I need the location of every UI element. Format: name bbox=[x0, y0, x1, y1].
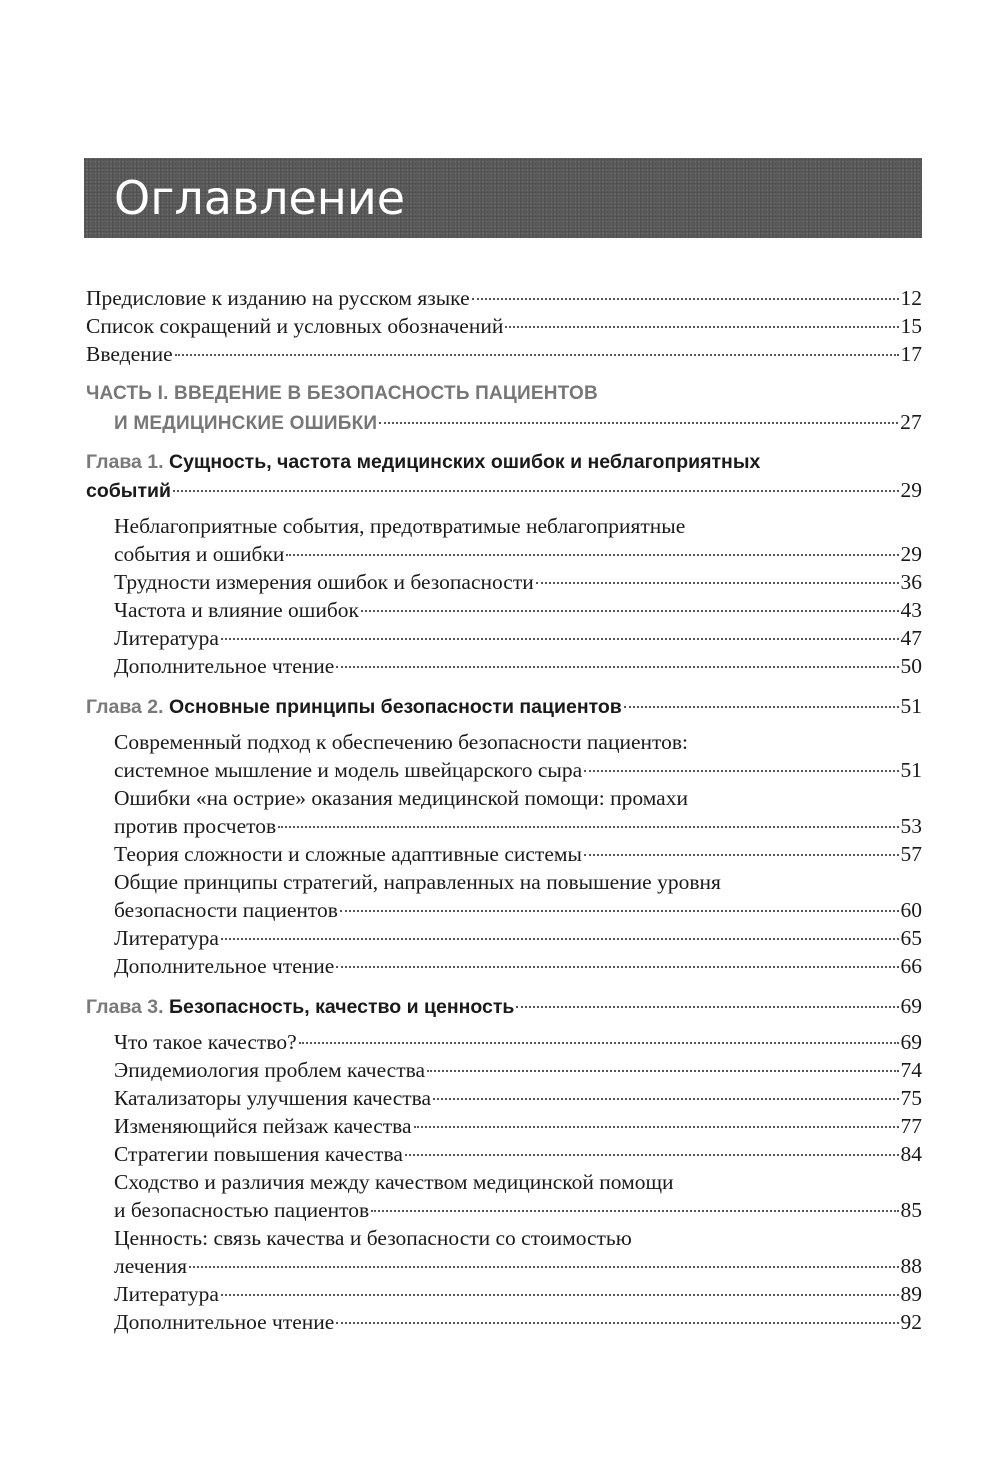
toc-section[interactable] bbox=[86, 1308, 922, 1336]
section-title: Ошибки «на острие» оказания медицинской помощи: промахи bbox=[114, 786, 688, 810]
toc-section[interactable] bbox=[86, 568, 922, 596]
dot-leader bbox=[299, 1042, 899, 1044]
dot-leader bbox=[427, 1070, 898, 1072]
toc-section[interactable] bbox=[86, 1224, 922, 1280]
table-of-contents bbox=[86, 284, 922, 1336]
section-title: Дополнительное чтение bbox=[114, 1310, 335, 1334]
dot-leader bbox=[336, 666, 898, 668]
chapter-heading[interactable] bbox=[86, 692, 922, 720]
chapter-page: 69 bbox=[900, 994, 922, 1018]
section-title: Литература bbox=[114, 1282, 219, 1306]
toc-section[interactable] bbox=[86, 1280, 922, 1308]
dot-leader bbox=[340, 910, 899, 912]
toc-section[interactable] bbox=[86, 1028, 922, 1056]
part-heading[interactable] bbox=[86, 380, 922, 436]
toc-section[interactable] bbox=[86, 624, 922, 652]
section-title: Дополнительное чтение bbox=[114, 954, 335, 978]
chapter-heading[interactable] bbox=[86, 992, 922, 1020]
toc-section[interactable] bbox=[86, 728, 922, 784]
toc-section[interactable] bbox=[86, 924, 922, 952]
section-page: 77 bbox=[900, 1114, 922, 1138]
section-title: Эпидемиология проблем качества bbox=[114, 1058, 426, 1082]
title-banner bbox=[84, 158, 922, 238]
dot-leader bbox=[584, 854, 899, 856]
section-title-cont: безопасности пациентов bbox=[114, 898, 338, 922]
toc-section[interactable] bbox=[86, 1112, 922, 1140]
toc-entry-title: Список сокращений и условных обозначений bbox=[86, 314, 504, 338]
section-page: 89 bbox=[900, 1282, 922, 1306]
section-page: 36 bbox=[900, 570, 922, 594]
toc-section[interactable] bbox=[86, 1168, 922, 1224]
section-title: Катализаторы улучшения качества bbox=[114, 1086, 432, 1110]
front-matter-list bbox=[86, 284, 922, 368]
dot-leader bbox=[221, 938, 899, 940]
chapter-title: Сущность, частота медицинских ошибок и неблагоприятных bbox=[169, 451, 761, 473]
toc-entry-title: Предисловие к изданию на русском языке bbox=[86, 286, 470, 310]
dot-leader bbox=[278, 826, 898, 828]
section-page: 74 bbox=[900, 1058, 922, 1082]
section-page: 69 bbox=[900, 1030, 922, 1054]
toc-entry[interactable] bbox=[86, 340, 922, 368]
part-page: 27 bbox=[900, 410, 922, 434]
dot-leader bbox=[175, 354, 899, 356]
section-page: 88 bbox=[900, 1254, 922, 1278]
section-page: 84 bbox=[900, 1142, 922, 1166]
section-title-cont: против просчетов bbox=[114, 814, 277, 838]
toc-section[interactable] bbox=[86, 1084, 922, 1112]
dot-leader bbox=[414, 1126, 899, 1128]
section-page: 51 bbox=[900, 758, 922, 782]
section-title-cont: лечения bbox=[114, 1254, 187, 1278]
chapters-list bbox=[86, 436, 922, 1336]
section-page: 75 bbox=[900, 1086, 922, 1110]
section-page: 66 bbox=[900, 954, 922, 978]
section-page: 43 bbox=[900, 598, 922, 622]
section-page: 29 bbox=[900, 542, 922, 566]
dot-leader bbox=[433, 1098, 898, 1100]
dot-leader bbox=[536, 582, 899, 584]
chapter-label: Глава 1. bbox=[86, 451, 164, 473]
dot-leader bbox=[189, 1266, 899, 1268]
toc-section[interactable] bbox=[86, 596, 922, 624]
chapter-title: Основные принципы безопасности пациентов bbox=[169, 696, 622, 718]
dot-leader bbox=[505, 326, 898, 328]
dot-leader bbox=[221, 1294, 899, 1296]
chapter-label: Глава 3. bbox=[86, 996, 164, 1018]
section-page: 53 bbox=[900, 814, 922, 838]
section-page: 92 bbox=[900, 1310, 922, 1334]
section-title: Трудности измерения ошибок и безопасности bbox=[114, 570, 534, 594]
chapter-label: Глава 2. bbox=[86, 696, 164, 718]
chapter-page: 29 bbox=[900, 478, 922, 502]
section-title: Что такое качество? bbox=[114, 1030, 297, 1054]
section-title: Литература bbox=[114, 926, 219, 950]
dot-leader bbox=[516, 1006, 898, 1008]
toc-section[interactable] bbox=[86, 868, 922, 924]
toc-entry-page: 17 bbox=[900, 342, 922, 366]
chapter-title: Безопасность, качество и ценность bbox=[169, 996, 515, 1018]
dot-leader bbox=[286, 554, 898, 556]
section-title: Литература bbox=[114, 626, 219, 650]
page-title: Оглавление bbox=[114, 171, 406, 225]
dot-leader bbox=[221, 638, 899, 640]
section-title: Стратегии повышения качества bbox=[114, 1142, 403, 1166]
section-title-cont: события и ошибки bbox=[114, 542, 285, 566]
section-title: Сходство и различия между качеством медицинской помощи bbox=[114, 1170, 674, 1194]
section-title: Частота и влияние ошибок bbox=[114, 598, 359, 622]
section-title: Общие принципы стратегий, направленных на повышение уровня bbox=[114, 870, 721, 894]
toc-section[interactable] bbox=[86, 1140, 922, 1168]
dot-leader bbox=[371, 1210, 898, 1212]
toc-section[interactable] bbox=[86, 952, 922, 980]
section-title: Дополнительное чтение bbox=[114, 654, 335, 678]
section-title: Современный подход к обеспечению безопасности пациентов: bbox=[114, 730, 689, 754]
section-page: 47 bbox=[900, 626, 922, 650]
section-title-cont: системное мышление и модель швейцарского сыра bbox=[114, 758, 583, 782]
part-title-line2: И МЕДИЦИНСКИЕ ОШИБКИ bbox=[114, 413, 378, 434]
dot-leader bbox=[624, 706, 899, 708]
toc-section[interactable] bbox=[86, 784, 922, 840]
toc-section[interactable] bbox=[86, 652, 922, 680]
dot-leader bbox=[584, 770, 898, 772]
toc-entry-title: Введение bbox=[86, 342, 173, 366]
toc-entry[interactable] bbox=[86, 312, 922, 340]
toc-section[interactable] bbox=[86, 512, 922, 568]
dot-leader bbox=[379, 422, 898, 424]
section-page: 50 bbox=[900, 654, 922, 678]
toc-section[interactable] bbox=[86, 840, 922, 868]
dot-leader bbox=[472, 298, 899, 300]
section-title: Ценность: связь качества и безопасности со стоимостью bbox=[114, 1226, 632, 1250]
dot-leader bbox=[405, 1154, 899, 1156]
toc-entry[interactable] bbox=[86, 284, 922, 312]
section-title: Неблагоприятные события, предотвратимые неблагоприятные bbox=[114, 514, 686, 538]
chapter-title-cont: событий bbox=[86, 480, 171, 502]
chapter-heading[interactable] bbox=[86, 448, 922, 504]
section-page: 85 bbox=[900, 1198, 922, 1222]
dot-leader bbox=[361, 610, 899, 612]
toc-entry-page: 15 bbox=[900, 314, 922, 338]
dot-leader bbox=[173, 490, 899, 492]
dot-leader bbox=[336, 966, 898, 968]
chapter-page: 51 bbox=[900, 694, 922, 718]
toc-section[interactable] bbox=[86, 1056, 922, 1084]
section-title-cont: и безопасностью пациентов bbox=[114, 1198, 370, 1222]
dot-leader bbox=[336, 1322, 898, 1324]
section-page: 60 bbox=[900, 898, 922, 922]
part-title-line1: ЧАСТЬ I. ВВЕДЕНИЕ В БЕЗОПАСНОСТЬ ПАЦИЕНТОВ bbox=[86, 383, 598, 404]
section-title: Изменяющийся пейзаж качества bbox=[114, 1114, 412, 1138]
toc-entry-page: 12 bbox=[900, 286, 922, 310]
section-page: 57 bbox=[900, 842, 922, 866]
section-page: 65 bbox=[900, 926, 922, 950]
section-title: Теория сложности и сложные адаптивные системы bbox=[114, 842, 582, 866]
